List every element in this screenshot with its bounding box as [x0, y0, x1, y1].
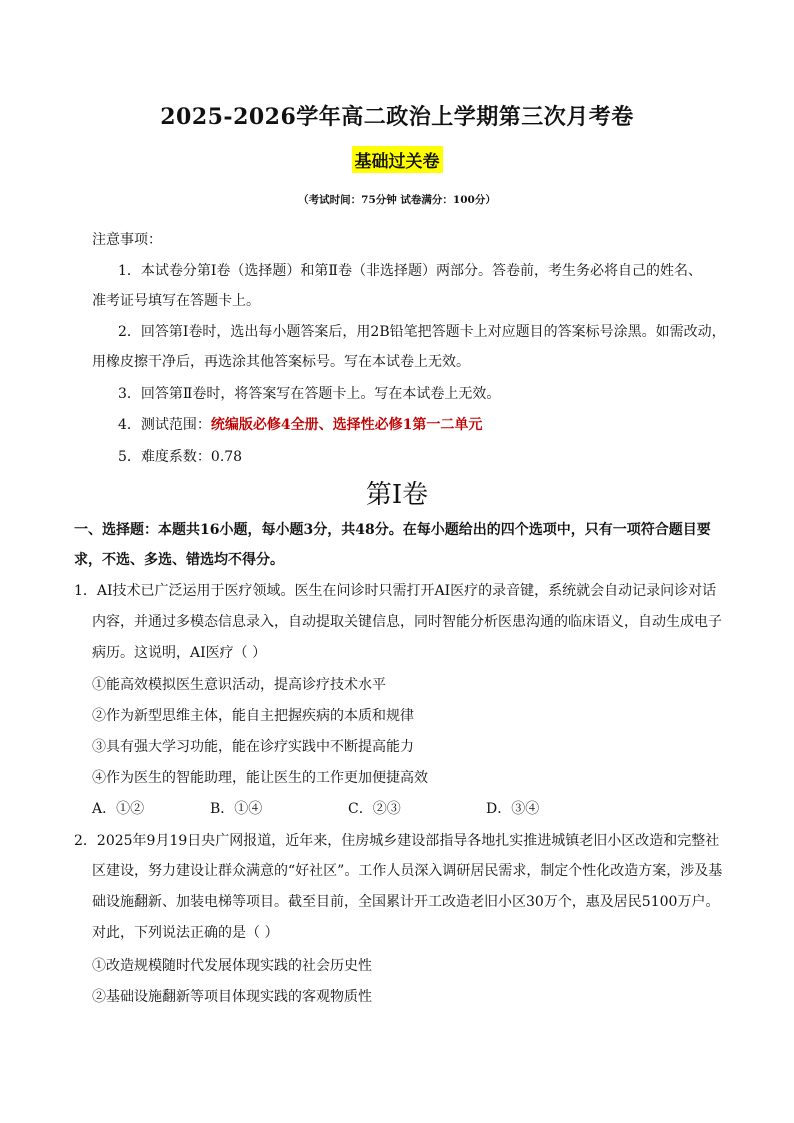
choice-c: C．②③ — [348, 801, 401, 817]
notice-item-5: 5．难度系数：0.78 — [118, 449, 243, 465]
question-2-option-2: ②基础设施翻新等项目体现实践的客观物质性 — [92, 989, 372, 1005]
question-2-stem-cont-2: 础设施翻新、加装电梯等项目。截至目前，全国累计开工改造老旧小区30万个，惠及居民5100万户。 — [92, 894, 720, 910]
test-scope-value: 统编版必修4全册、选择性必修1第一二单元 — [210, 417, 483, 433]
question-1-option-2: ②作为新型思维主体，能自主把握疾病的本质和规律 — [92, 708, 414, 724]
notice-item-2: 2．回答第Ⅰ卷时，选出每小题答案后，用2B铅笔把答题卡上对应题目的答案标号涂黑。如需改动， — [118, 324, 726, 340]
section-instructions-cont: 求，不选、多选、错选均不得分。 — [74, 552, 284, 568]
question-2-stem: 2．2025年9月19日央广网报道，近年来，住房城乡建设部指导各地扎实推进城镇老旧小区改造和完整社 — [74, 833, 720, 849]
choice-d: D．③④ — [486, 801, 540, 817]
notice-item-4 — [118, 414, 482, 434]
question-2-stem-cont-1: 区建设，努力建设让群众满意的“好社区”。工作人员深入调研居民需求，制定个性化改造方案，涉及基 — [92, 863, 723, 879]
question-2-option-1: ①改造规模随时代发展体现实践的社会历史性 — [92, 958, 372, 974]
part-title: 第Ⅰ卷 — [365, 480, 429, 510]
choice-a: A．①② — [92, 801, 145, 817]
subtitle-container — [0, 146, 794, 173]
question-1-stem-cont: 内容，并通过多模态信息录入，自动提取关键信息，同时智能分析医患沟通的临床语义，自动生成电子 — [92, 614, 722, 630]
question-1-option-1: ①能高效模拟医生意识活动，提高诊疗技术水平 — [92, 677, 386, 693]
notice-item-2-cont: 用橡皮擦干净后，再选涂其他答案标号。写在本试卷上无效。 — [92, 354, 470, 370]
choice-b: B．①④ — [210, 801, 263, 817]
question-2-stem-end: 对此，下列说法正确的是（ ） — [92, 925, 279, 941]
question-1-stem: 1．AI技术已广泛运用于医疗领域。医生在问诊时只需打开AI医疗的录音键，系统就会自动记录问诊对话 — [74, 583, 717, 599]
question-1-option-3: ③具有强大学习功能，能在诊疗实践中不断提高能力 — [92, 739, 414, 755]
question-1-option-4: ④作为医生的智能助理，能让医生的工作更加便捷高效 — [92, 770, 428, 786]
exam-subtitle: 基础过关卷 — [352, 146, 443, 173]
notice-item-1: 1．本试卷分第Ⅰ卷（选择题）和第Ⅱ卷（非选择题）两部分。答卷前，考生务必将自己的姓名、 — [118, 263, 702, 279]
notice-title: 注意事项： — [92, 232, 162, 248]
exam-title: 2025-2026学年高二政治上学期第三次月考卷 — [160, 104, 634, 130]
notice-item-1-cont: 准考证号填写在答题卡上。 — [92, 293, 260, 309]
section-instructions: 一、选择题：本题共16小题，每小题3分，共48分。在每小题给出的四个选项中，只有一项符合题目要 — [74, 522, 711, 538]
question-1-stem-end: 病历。这说明，AI医疗（ ） — [92, 645, 267, 661]
question-1-choices — [92, 798, 552, 820]
notice-item-3: 3．回答第Ⅱ卷时，将答案写在答题卡上。写在本试卷上无效。 — [118, 386, 501, 402]
test-scope-label: 4．测试范围： — [118, 417, 211, 433]
exam-info: （考试时间：75分钟 试卷满分：100分） — [298, 194, 496, 206]
